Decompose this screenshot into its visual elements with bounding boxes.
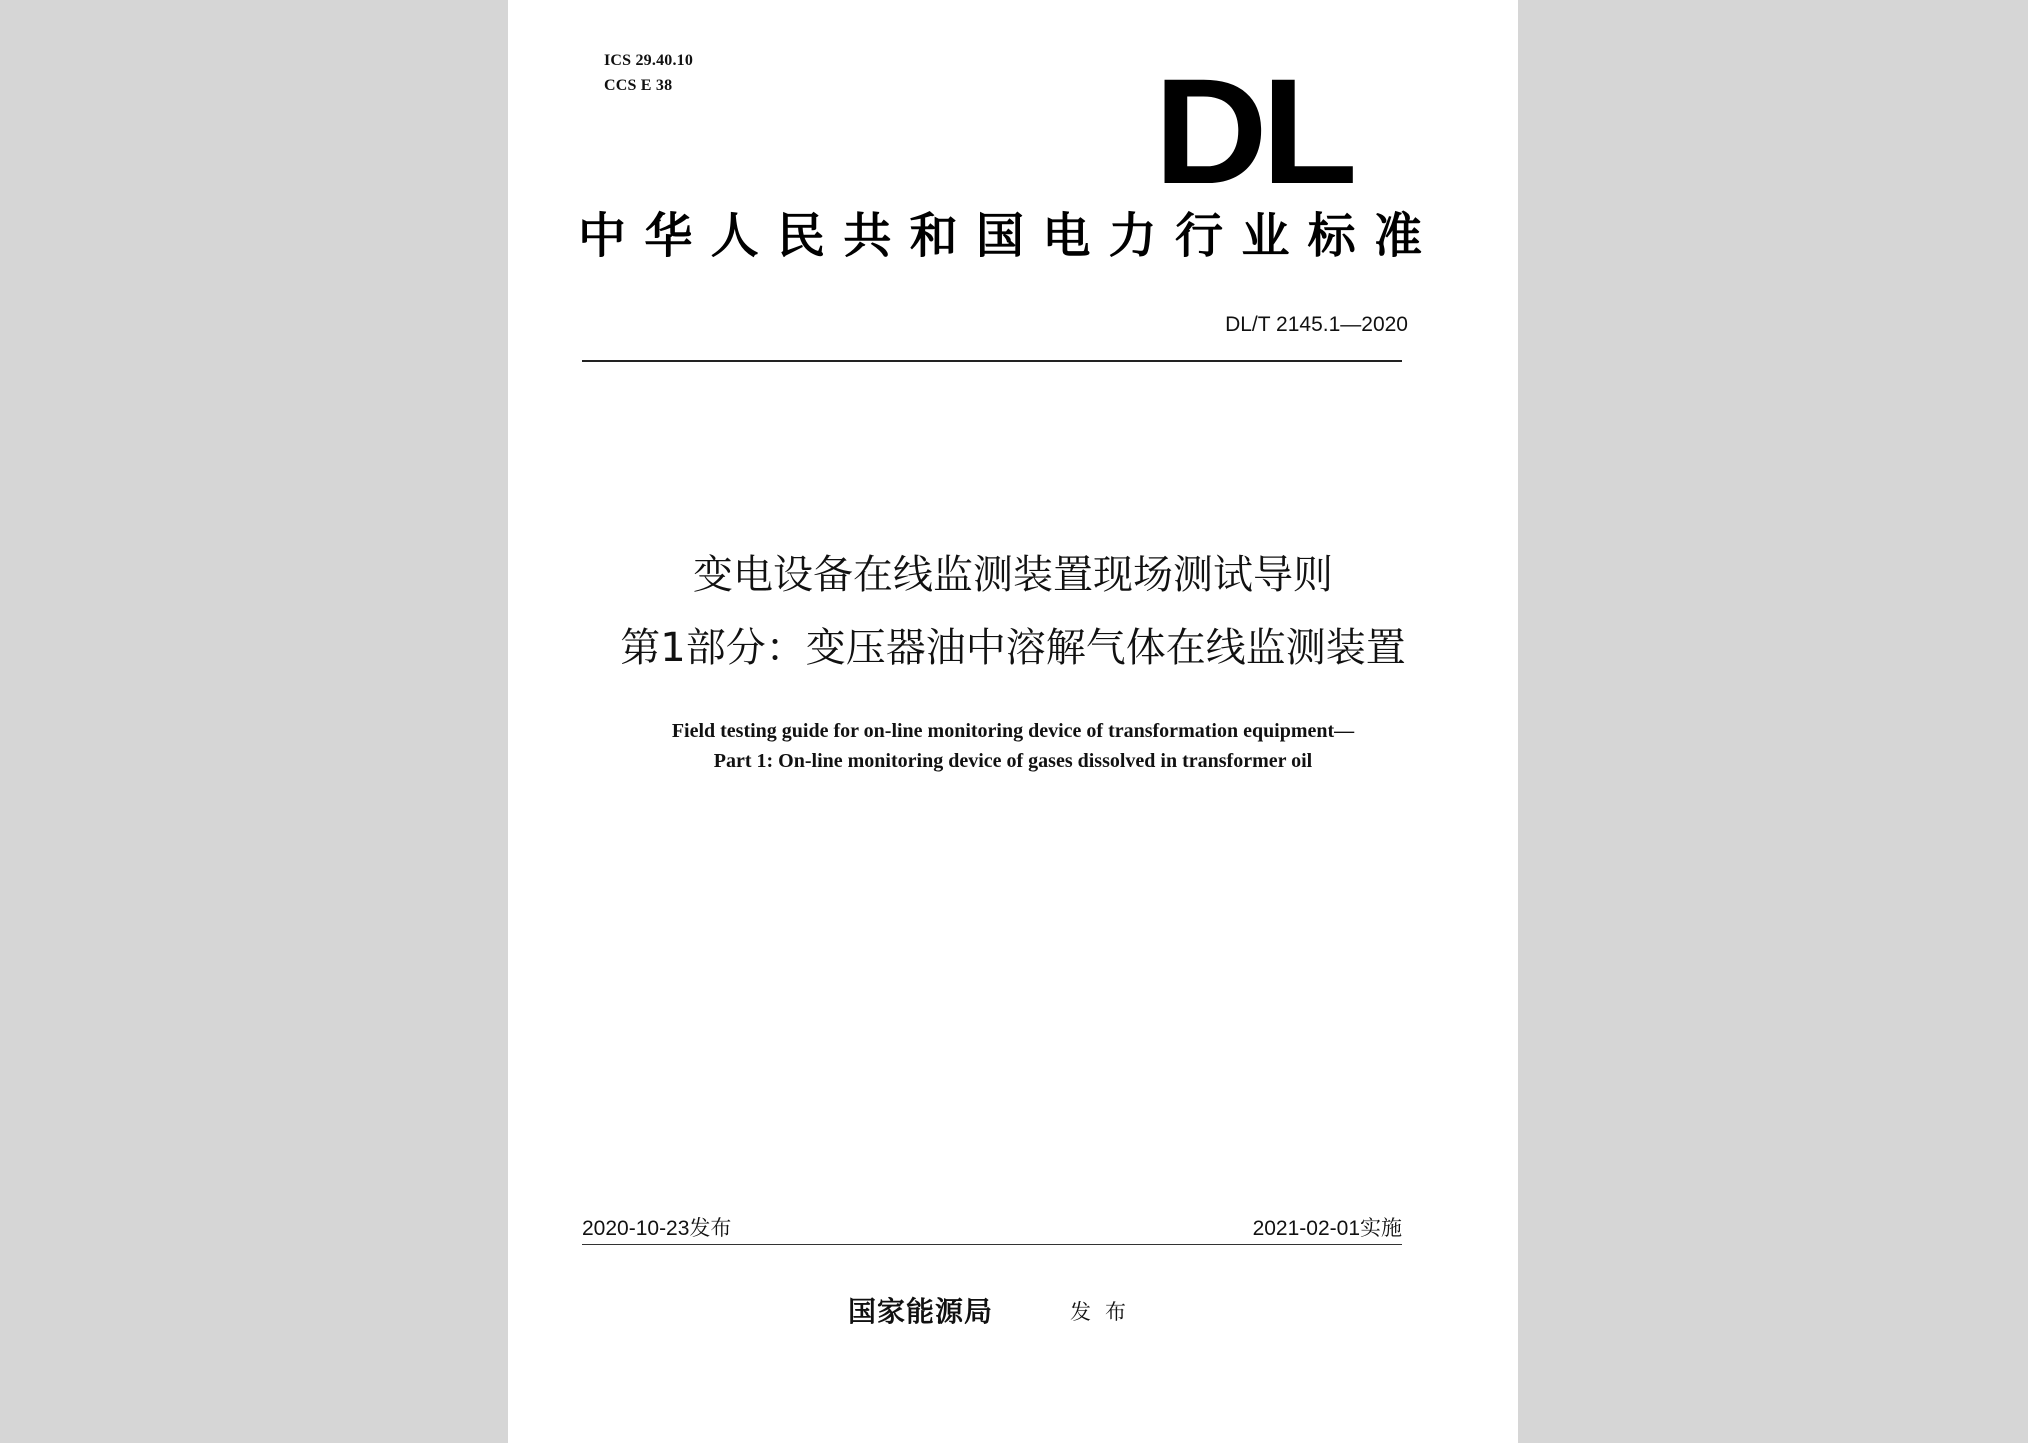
standard-number: DL/T 2145.1—2020 <box>1225 313 1408 336</box>
document-page <box>508 0 1518 1443</box>
ccs-code: CCS E 38 <box>604 77 673 94</box>
english-title-line-1: Field testing guide for on-line monitoring device of transformation equipment— <box>671 720 1355 742</box>
english-title-line-2: Part 1: On-line monitoring device of gases dissolved in transformer oil <box>713 750 1313 772</box>
ics-code: ICS 29.40.10 <box>604 52 694 69</box>
standard-category-title: 中华人民共和国电力行业标准 <box>578 208 1423 264</box>
issue-date: 2020-10-23发布 <box>582 1217 732 1240</box>
issuing-authority: 国家能源局 <box>848 1295 994 1328</box>
implementation-date: 2021-02-01实施 <box>1252 1217 1402 1240</box>
issue-label: 发布 <box>1070 1300 1140 1324</box>
chinese-title-line-2: 第1部分：变压器油中溶解气体在线监测装置 <box>620 625 1406 671</box>
dl-logo: DL <box>1154 47 1352 215</box>
chinese-title-line-1: 变电设备在线监测装置现场测试导则 <box>693 552 1333 598</box>
header-divider <box>582 360 1402 362</box>
footer-divider <box>582 1244 1402 1245</box>
